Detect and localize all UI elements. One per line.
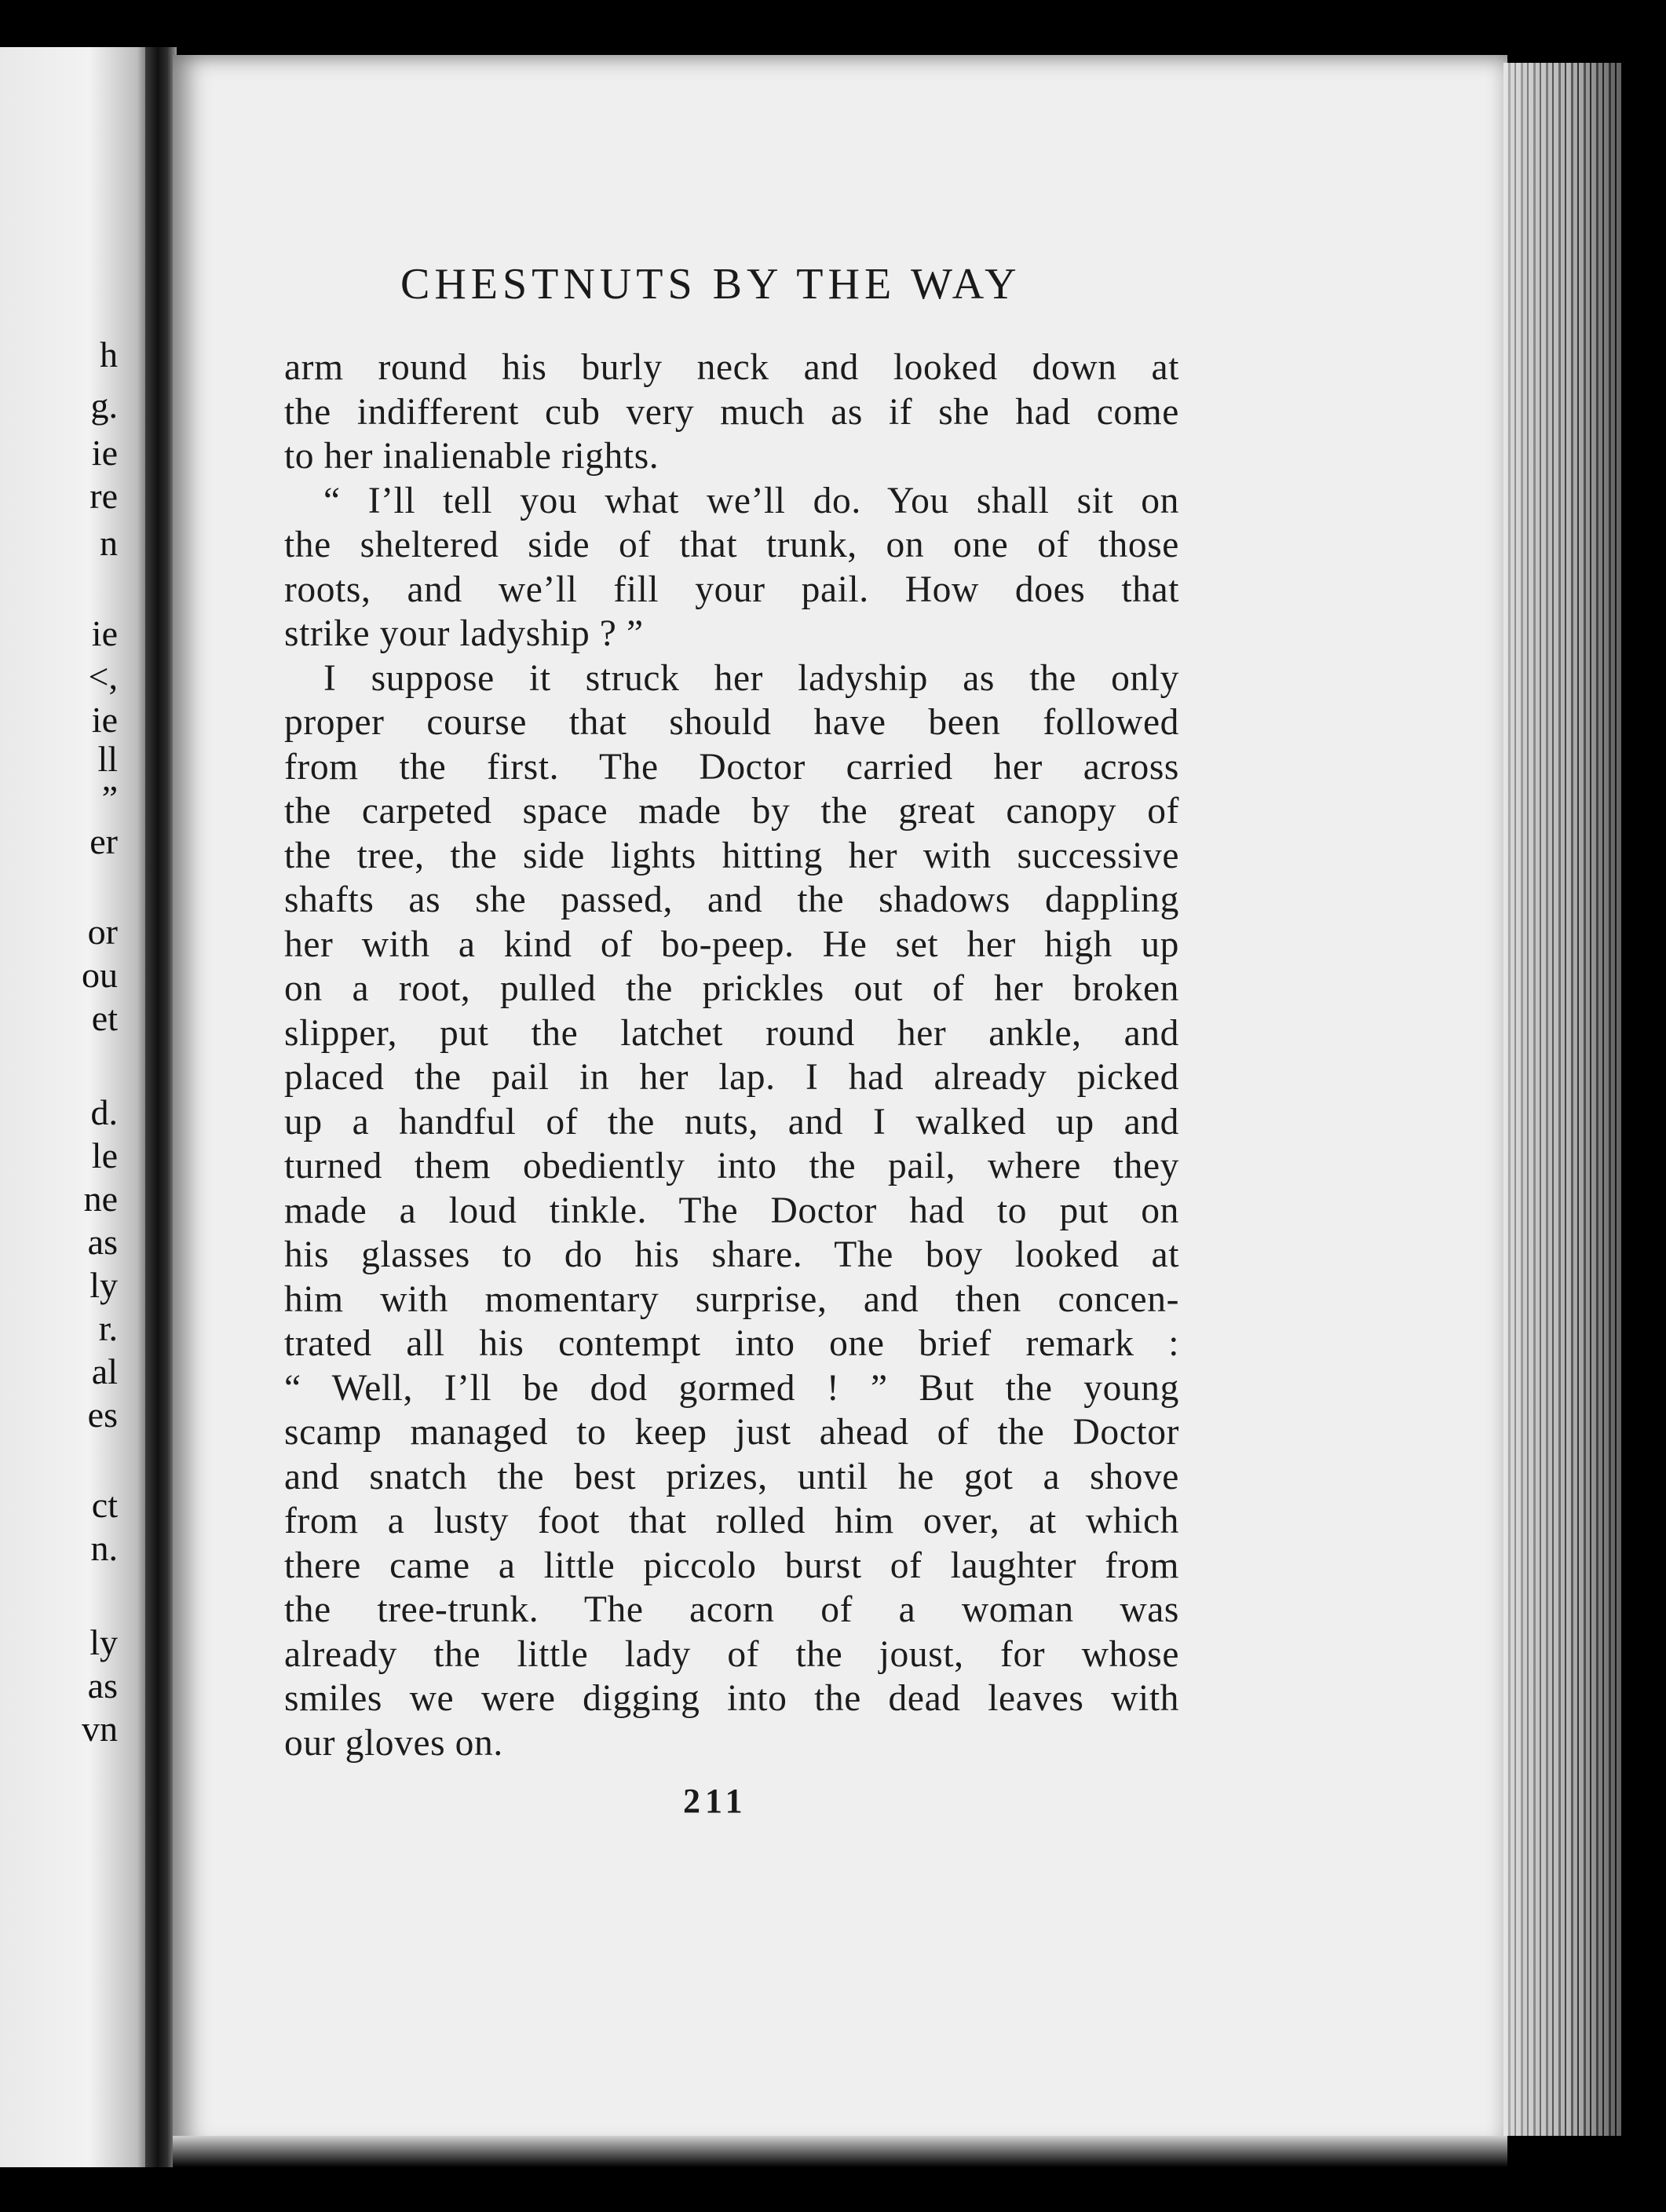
text-line: on a root, pulled the prickles out of her broken [284, 968, 1179, 1009]
left-fragment: <, [88, 656, 118, 697]
left-fragment: re [90, 476, 118, 516]
left-fragment: es [87, 1395, 118, 1435]
left-fragment: as [87, 1222, 118, 1262]
left-fragment: al [91, 1351, 118, 1391]
text-line: and snatch the best prizes, until he got a shove [284, 1456, 1179, 1497]
left-fragment: ou [82, 955, 118, 995]
text-line: his glasses to do his share. The boy looked at [284, 1234, 1179, 1275]
text-line: already the little lady of the joust, for whose [284, 1633, 1179, 1675]
text-line: smiles we were digging into the dead leaves with [284, 1678, 1179, 1719]
text-line: from a lusty foot that rolled him over, at which [284, 1501, 1179, 1541]
left-fragment: et [91, 998, 118, 1038]
text-line: to her inalienable rights. [284, 436, 659, 477]
text-line: arm round his burly neck and looked down at [284, 347, 1179, 388]
left-fragment: r. [98, 1308, 118, 1348]
left-fragment: ly [90, 1265, 118, 1305]
text-line: trated all his contempt into one brief remark : [284, 1323, 1179, 1364]
text-line: the sheltered side of that trunk, on one of those [284, 525, 1179, 565]
left-fragment: ct [91, 1485, 118, 1525]
left-fragment: as [87, 1665, 118, 1706]
text-line: “ Well, I’ll be dod gormed ! ” But the young [284, 1367, 1179, 1409]
page-stack-shading [1503, 63, 1621, 2136]
left-fragment: ne [83, 1179, 118, 1219]
text-line: slipper, put the latchet round her ankle, and [284, 1012, 1179, 1054]
text-line: the indifferent cub very much as if she had come [284, 391, 1179, 433]
text-line: placed the pail in her lap. I had already picked [284, 1057, 1179, 1098]
running-head: CHESTNUTS BY THE WAY [400, 260, 1021, 309]
left-fragment: ie [91, 700, 118, 740]
text-line: there came a little piccolo burst of laughter from [284, 1545, 1179, 1586]
left-facing-page [0, 47, 149, 2167]
text-line: shafts as she passed, and the shadows dappling [284, 879, 1179, 920]
text-line: our gloves on. [284, 1722, 503, 1764]
book-gutter [145, 47, 177, 2167]
left-fragment: g. [90, 386, 118, 426]
text-line: the carpeted space made by the great canopy of [284, 791, 1179, 832]
left-fragment: or [87, 912, 118, 952]
text-line: turned them obediently into the pail, where they [284, 1146, 1179, 1186]
text-line: the tree, the side lights hitting her with successive [284, 835, 1179, 876]
text-line: proper course that should have been followed [284, 702, 1179, 743]
text-line: scamp managed to keep just ahead of the Doctor [284, 1412, 1179, 1453]
left-fragment: ie [91, 433, 118, 473]
left-fragment: le [91, 1135, 118, 1175]
page-number: 211 [683, 1782, 747, 1820]
text-line: up a handful of the nuts, and I walked up and [284, 1101, 1179, 1143]
left-fragment: n. [90, 1528, 118, 1568]
left-fragment: ie [91, 613, 118, 653]
text-line: made a loud tinkle. The Doctor had to put on [284, 1190, 1179, 1231]
left-fragment: h [100, 335, 118, 375]
left-fragment: ” [101, 778, 118, 818]
body-text [284, 346, 1179, 1765]
text-line: the tree-trunk. The acorn of a woman was [284, 1589, 1179, 1630]
text-line: him with momentary surprise, and then concen- [284, 1278, 1179, 1320]
left-fragment: ll [97, 739, 118, 779]
left-fragment: er [90, 821, 118, 861]
left-fragment: d. [90, 1092, 118, 1132]
text-line: strike your ladyship ? ” [284, 613, 644, 654]
left-fragment: ly [90, 1622, 118, 1662]
page-bottom-edge [173, 2136, 1507, 2167]
left-fragment: vn [82, 1709, 118, 1749]
text-line: her with a kind of bo-peep. He set her high up [284, 923, 1179, 965]
text-line: from the first. The Doctor carried her across [284, 746, 1179, 788]
text-line: roots, and we’ll fill your pail. How does that [284, 569, 1179, 610]
text-line: I suppose it struck her ladyship as the only [323, 657, 1179, 699]
text-line: “ I’ll tell you what we’ll do. You shall sit on [323, 480, 1179, 521]
left-fragment: n [100, 523, 118, 563]
